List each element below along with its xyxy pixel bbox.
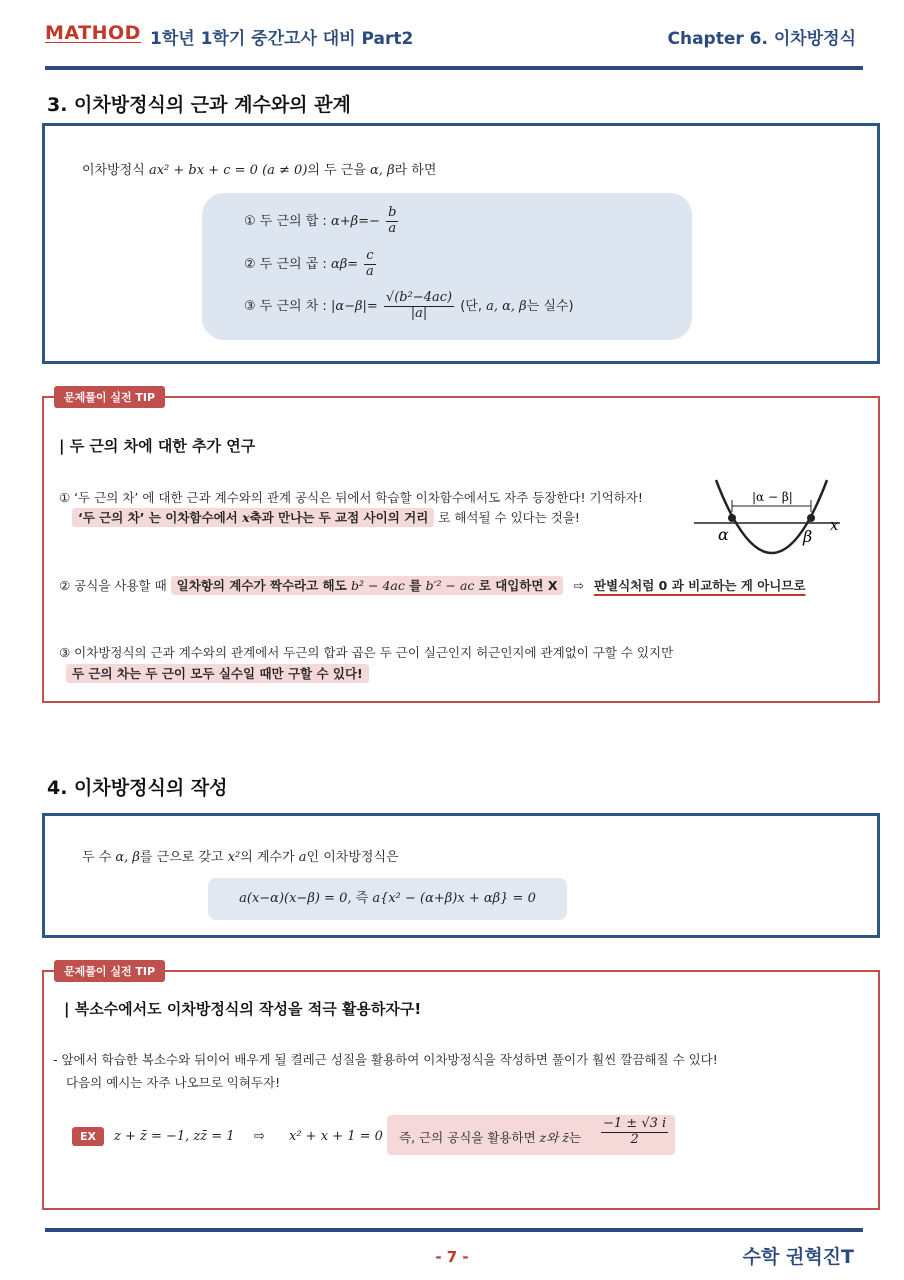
highlight-text-2: 는	[568, 1130, 581, 1145]
tip2-line2: 다음의 예시는 자주 나오므로 익혀두자!	[66, 1075, 281, 1090]
ex-highlight	[387, 1115, 675, 1155]
footer-rule	[45, 1228, 863, 1232]
formula-diff-note-end: 는 실수)	[526, 298, 574, 314]
arrow-icon: ⇨	[573, 578, 584, 593]
ex-arrow-icon: ⇨	[254, 1129, 265, 1144]
fraction-numerator: c	[366, 248, 374, 263]
intro-text-2: 의 두 근을	[307, 163, 366, 178]
formula-diff-fraction	[384, 291, 454, 322]
section4-title: 4. 이차방정식의 작성	[47, 777, 228, 799]
formula-diff-lhs: |α−β|=	[330, 298, 378, 314]
tip1-point2-line	[59, 576, 806, 594]
page-number: - 7 -	[435, 1248, 469, 1266]
highlight-text: 즉, 근의 공식을 활용하면	[399, 1130, 536, 1145]
tip2-tag: 문제풀이 실전 TIP	[54, 960, 165, 982]
tip2-heading: | 복소수에서도 이차방정식의 작성을 적극 활용하자구!	[64, 1000, 422, 1018]
author-label: 수학 권혁진T	[742, 1246, 854, 1268]
intro-roots: α, β	[115, 850, 140, 865]
graph-beta-label: β	[803, 527, 813, 546]
intro-text-2: 를 근으로 갖고	[139, 850, 224, 865]
formula-panel-2	[208, 878, 567, 920]
formula-difference	[244, 291, 574, 322]
formula-panel	[202, 193, 692, 340]
ex-equation: x² + x + 1 = 0	[289, 1129, 383, 1144]
section3-box	[42, 123, 880, 364]
formula-product-fraction	[364, 249, 375, 280]
highlight-text-2: 축과 만나는 두 교점 사이의 거리	[249, 510, 429, 525]
chapter-title: Chapter 6. 이차방정식	[667, 29, 856, 49]
tip1-point1-tail: 로 해석될 수 있다는 것을!	[438, 510, 580, 525]
highlight-text-2: 를	[409, 578, 422, 593]
fraction-denominator: a	[366, 263, 374, 279]
intro-roots: α, β	[370, 163, 395, 178]
tip1-heading: | 두 근의 차에 대한 추가 연구	[59, 437, 256, 455]
fraction-denominator: 2	[630, 1131, 639, 1147]
tip1-highlight-even	[171, 576, 564, 595]
fraction-numerator: b	[388, 205, 397, 220]
parabola-graph	[690, 476, 850, 566]
formula-diff-note-vars: a, α, β	[486, 298, 527, 314]
formula-sum-label: ① 두 근의 합 :	[244, 213, 327, 229]
formula-connector: 즉	[355, 891, 369, 906]
conjugate-vars: z와 z̄	[539, 1130, 569, 1145]
expanded-equation: a{x² − (α+β)x + αβ} = 0	[372, 891, 536, 906]
formula-sum-fraction	[386, 206, 398, 237]
x-variable: x	[242, 510, 250, 525]
tip2-line1: - 앞에서 학습한 복소수와 뒤이어 배우게 될 켤레근 성질을 활용하여 이차방정식을 작성하면 풀이가 훨씬 깔끔해질 수 있다!	[53, 1052, 718, 1067]
graph-distance-label: |α − β|	[752, 490, 793, 504]
tip1-tag: 문제풀이 실전 TIP	[54, 386, 165, 408]
tip1-point1-highlight-line	[72, 508, 580, 526]
fraction-numerator: −1 ± √3 i	[603, 1116, 667, 1131]
intro-coefficient: a	[298, 850, 307, 865]
intro-text-3: 의 계수가	[240, 850, 295, 865]
highlight-text-3: 로 대입하면 X	[478, 578, 558, 593]
formula-sum-lhs: α+β=−	[330, 213, 380, 229]
tip2-box	[42, 970, 880, 1210]
section3-title: 3. 이차방정식의 근과 계수와의 관계	[47, 94, 351, 116]
ex-tag: EX	[72, 1127, 104, 1146]
intro-condition: (a ≠ 0)	[262, 163, 308, 178]
formula-product	[244, 249, 378, 280]
reduced-discriminant-formula: b′² − ac	[425, 578, 475, 593]
intro-text-4: 인 이차방정식은	[306, 850, 399, 865]
tip1-box	[42, 396, 880, 703]
highlight-text: 일차항의 계수가 짝수라고 해도	[176, 578, 347, 593]
fraction-denominator: a	[388, 220, 397, 236]
root-alpha-point	[728, 514, 736, 522]
intro-text-3: 라 하면	[394, 163, 437, 178]
tip1-highlight-real: 두 근의 차는 두 근이 모두 실수일 때만 구할 수 있다!	[66, 664, 369, 683]
tip1-point1-line: ① ‘두 근의 차’ 에 대한 근과 계수와의 관계 공식은 뒤에서 학습할 이차함수에서도 자주 등장한다! 기억하자!	[59, 490, 643, 505]
formula-product-label: ② 두 근의 곱 :	[244, 256, 327, 272]
highlight-text: ‘두 근의 차’ 는 이차함수에서	[78, 510, 238, 525]
formula-diff-note: (단,	[460, 298, 482, 314]
fraction-denominator: |a|	[410, 305, 428, 321]
ex-root-fraction	[601, 1117, 668, 1148]
tip1-point3-highlight-line	[66, 664, 369, 682]
tip1-point2-text: ② 공식을 사용할 때	[59, 578, 167, 593]
graph-alpha-label: α	[718, 525, 729, 544]
brand-logo: MATHOD	[45, 22, 141, 44]
intro-x-squared: x²	[227, 850, 241, 865]
header-rule	[45, 66, 863, 70]
intro-equation: ax² + bx + c = 0	[148, 163, 258, 178]
ex-given: z + z̄ = −1, zz̄ = 1	[114, 1129, 235, 1144]
section4-intro	[82, 846, 399, 865]
root-beta-point	[807, 514, 815, 522]
section3-intro	[82, 159, 436, 178]
formula-sum	[244, 206, 400, 237]
tip1-highlight-distance	[72, 508, 434, 527]
section4-box	[42, 813, 880, 938]
tip1-point2-tail: 판별식처럼 0 과 비교하는 게 아니므로	[593, 578, 806, 593]
discriminant-formula: b² − 4ac	[351, 578, 405, 593]
fraction-numerator: √(b²−4ac)	[385, 290, 453, 305]
factored-equation: a(x−α)(x−β) = 0,	[239, 891, 352, 906]
tip1-point3-line: ③ 이차방정식의 근과 계수와의 관계에서 두근의 합과 곱은 두 근이 실근인지 허근인지에 관계없이 구할 수 있지만	[59, 645, 674, 660]
header-subtitle: 1학년 1학기 중간고사 대비 Part2	[150, 29, 414, 49]
formula-product-lhs: αβ=	[330, 256, 359, 272]
intro-text: 두 수	[82, 850, 112, 865]
ex-highlight-text	[399, 1128, 581, 1146]
graph-x-label: x	[830, 516, 839, 534]
intro-text: 이차방정식	[82, 163, 145, 178]
formula-diff-label: ③ 두 근의 차 :	[244, 298, 327, 314]
